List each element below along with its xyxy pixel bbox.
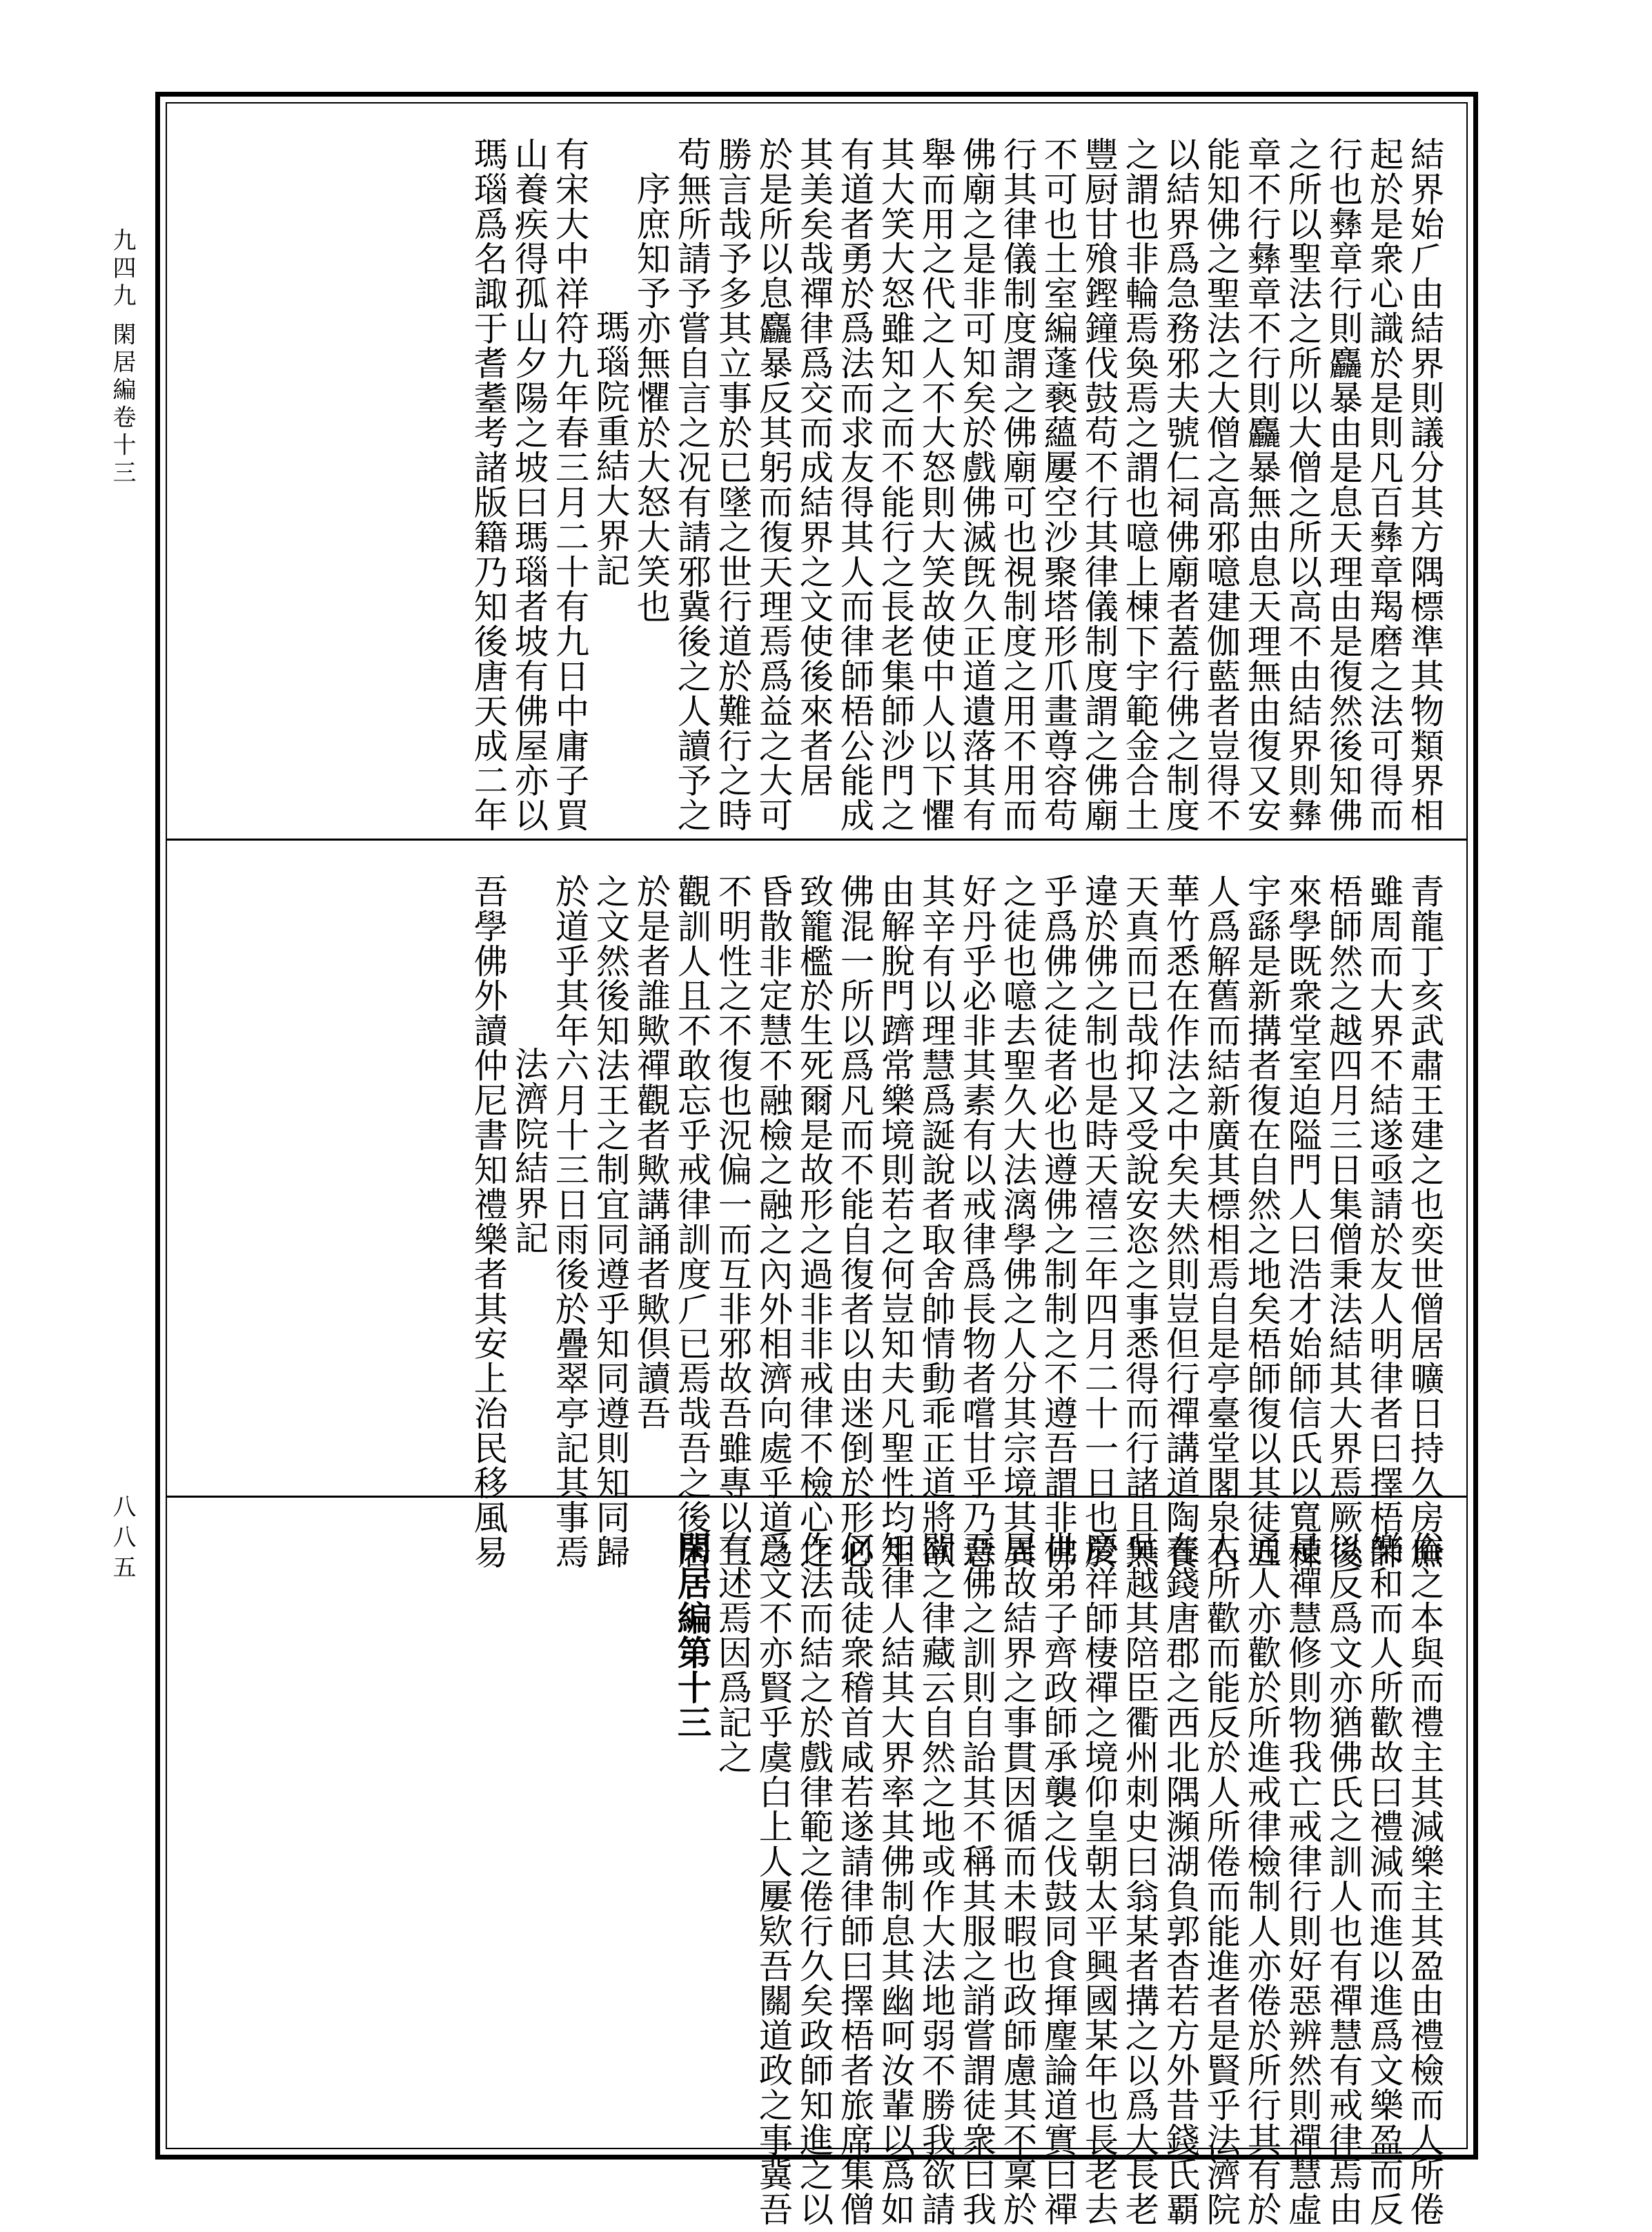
column-group-lower bbox=[672, 1531, 1445, 2226]
text-column: 作法而結之於戲律範之倦行久矣政師知進之以 bbox=[794, 1531, 834, 2226]
text-column: 不可也土室編蓬褻蘊屢空沙聚塔形爪畫尊容苟 bbox=[1039, 137, 1079, 832]
text-column: 有道者勇於爲法而求友得其人而律師梧公能成 bbox=[835, 137, 875, 832]
text-column: 慶祥師棲禪之境仰皇朝太平興國某年也長老去 bbox=[1079, 1531, 1119, 2226]
text-column: 乎爲佛之徒者必也遵佛之制制之不遵吾謂非佛 bbox=[1039, 874, 1079, 1569]
text-band-lower bbox=[167, 1496, 1466, 2226]
column-group-upper bbox=[469, 137, 1445, 832]
text-column: 通人亦歡於所進戒律檢制人亦倦於所行其有於 bbox=[1242, 1531, 1282, 2226]
text-column: 苟無所請予嘗自言之况有請邪冀後之人讀予之 bbox=[672, 137, 712, 832]
text-band-middle bbox=[167, 839, 1466, 1569]
text-column: 在錢唐郡之西北隅瀕湖負郭杳若方外昔錢氏覇 bbox=[1161, 1531, 1201, 2226]
text-column: 吳越其陪臣衢州刺史曰翁某者搆之以爲大長老 bbox=[1120, 1531, 1160, 2226]
text-column: 知律人結其大界率其佛制息其幽呵汝輩以爲如 bbox=[876, 1531, 916, 2226]
text-column: 來學既衆堂室迫隘門人曰浩才始師信氏以寬棟 bbox=[1283, 874, 1323, 1569]
text-column: 章不行彝章不行則麤暴無由息天理無由復又安 bbox=[1242, 137, 1282, 832]
text-column: 世弟子齊政師承襲之伐鼓同食揮麈論道實曰禪 bbox=[1039, 1531, 1079, 2226]
text-column: 於是所以息麤暴反其躬而復天理焉爲益之大可 bbox=[754, 137, 794, 832]
text-column: 之謂也非輪焉奐焉之謂也噫上棟下宇範金合土 bbox=[1120, 137, 1160, 832]
text-column: 山養疾得孤山夕陽之坡曰瑪瑙者坡有佛屋亦以 bbox=[509, 137, 549, 832]
text-column: 之所以聖法之所以大僧之所以高不由結界則彝 bbox=[1283, 137, 1323, 832]
text-column: 之徒也噫去聖久大法漓學佛之人分其宗境其異 bbox=[998, 874, 1038, 1569]
page-number: 八八五 bbox=[108, 1494, 136, 1585]
text-column: 佛混一所以爲凡而不能自復者以由迷倒於形必 bbox=[835, 874, 875, 1569]
text-column: 樂和而人所歡故曰禮減而進以進爲文樂盈而反 bbox=[1364, 1531, 1404, 2226]
text-column: 以反爲文亦猶佛氏之訓人也有禪慧有戒律焉由 bbox=[1324, 1531, 1364, 2226]
text-column: 昏散非定慧不融檢之融之內外相濟向處乎道之 bbox=[754, 874, 794, 1569]
text-column: 其大笑大怒雖知之而不能行之長老集師沙門之 bbox=[876, 137, 916, 832]
text-column: 不明性之不復也況偏一而互非邪故吾雖專以三 bbox=[713, 874, 753, 1569]
column-group-middle bbox=[469, 874, 1445, 1569]
text-column: 結界始⺁由結界則議分其方隅標準其物類界相 bbox=[1405, 137, 1445, 832]
text-column: 佛廟之是非可知矣於戲佛滅旣久正道遺落其有 bbox=[957, 137, 997, 832]
text-column: 何哉徒衆稽首咸若遂請律師曰擇梧者旅席集僧 bbox=[835, 1531, 875, 2226]
text-column: 由解脫門躋常樂境則若之何豈知夫凡聖性均生 bbox=[876, 874, 916, 1569]
text-column: 於是者誰歟禪觀者歟講誦者歟倶讀吾 bbox=[631, 874, 671, 1431]
text-column: 以結界爲急務邪夫號仁祠佛廟者蓋行佛之制度 bbox=[1161, 137, 1201, 832]
text-column: 閑居編第十三 bbox=[672, 1531, 712, 1740]
text-band-upper bbox=[167, 104, 1466, 839]
text-column: 居故結界之事貫因循而未暇也政師慮其不稟於 bbox=[998, 1531, 1038, 2226]
text-column: 勝言哉予多其立事於已墜之世行道於難行之時 bbox=[713, 137, 753, 832]
text-column: 是禪慧修則物我亡戒律行則好惡辨然則禪慧虛 bbox=[1283, 1531, 1323, 2226]
text-column: 豐厨甘飱鏗鐘伐鼓苟不行其律儀制度謂之佛廟 bbox=[1079, 137, 1119, 832]
text-column: 吾學佛外讀仲尼書知禮樂者其安上治民移風易 bbox=[469, 874, 509, 1569]
text-column: 起於是衆心識於是則凡百彝章羯磨之法可得而 bbox=[1364, 137, 1404, 832]
text-column: 於道乎其年六月十三日雨後於疊翠亭記其事焉 bbox=[550, 874, 590, 1569]
text-column: 爲文不亦賢乎虞白上人屢欵吾關道政之事冀吾 bbox=[754, 1531, 794, 2226]
text-column: 觀訓人且不敢忘乎戒律訓度⺁已焉哉吾之後居 bbox=[672, 874, 712, 1569]
text-column: 俗之本與而禮主其減樂主其盈由禮檢而人所倦 bbox=[1405, 1531, 1445, 2226]
text-column: 序庶知予亦無懼於大怒大笑也 bbox=[631, 171, 671, 624]
text-column: 天真而已哉抑又受說安恣之事悉得而行諸且無 bbox=[1120, 874, 1160, 1569]
running-header-volume: 九四九 閑居編卷十三 bbox=[108, 228, 136, 488]
page-frame bbox=[155, 92, 1478, 2226]
text-column: 法濟院結界記 bbox=[509, 1046, 549, 1255]
text-column: 雖周而大界不結遂亟請於友人明律者曰擇梧師 bbox=[1364, 874, 1404, 1569]
text-column: 宇繇是新搆者復在自然之地矣梧師復以其徒五 bbox=[1242, 874, 1282, 1569]
text-column: 行也彝章行則麤暴由是息天理由是復然後知佛 bbox=[1324, 137, 1364, 832]
text-column: 舉而用之代之人不大怒則大笑故使中人以下懼 bbox=[916, 137, 956, 832]
text-column: 人爲解舊而結新廣其標相焉自是亭臺堂閣泉石 bbox=[1201, 874, 1241, 1569]
text-column: 好丹乎必非其素有以戒律爲長物者嚐甘乎乃惡 bbox=[957, 874, 997, 1569]
text-column: 其美矣哉禪律爲交而成結界之文使後來者居 bbox=[794, 137, 834, 798]
text-column: 其辛有以理慧爲誕說者取舍帥情動乖正道將欲 bbox=[916, 874, 956, 1569]
text-column: 違於佛之制也是時天禧三年四月二十一日也於 bbox=[1079, 874, 1119, 1569]
text-column: 有述焉因爲記之 bbox=[713, 1531, 753, 1774]
text-column: 有宋大中祥符九年春三月二十有九日中庸子買 bbox=[550, 137, 590, 832]
text-column: 青龍丁亥武肅王建之也奕世僧居曠日持久房廡 bbox=[1405, 874, 1445, 1569]
text-column: 聞之律藏云自然之地或作大法地弱不勝我欲請 bbox=[916, 1531, 956, 2226]
text-column: 華竹悉在作法之中矣夫然則豈但行禪講道陶養 bbox=[1161, 874, 1201, 1569]
text-column: 行其律儀制度謂之佛廟可也視制度之用不用而 bbox=[998, 137, 1038, 832]
text-column: 梧師然之越四月三日集僧秉法結其大界焉厥後 bbox=[1324, 874, 1364, 1569]
text-column: 人所歡而能反於人所倦而能進者是賢乎法濟院 bbox=[1201, 1531, 1241, 2226]
text-column: 致籠檻於生死爾是故形之過非非戒律不檢心之 bbox=[794, 874, 834, 1569]
text-column: 之文然後知法王之制宜同遵乎知同遵則知同歸 bbox=[591, 874, 631, 1569]
text-column: 瑪瑙院重結大界記 bbox=[591, 309, 631, 588]
text-column: 瑪瑙爲名諏于耆耋考諸版籍乃知後唐天成二年 bbox=[469, 137, 509, 832]
text-column: 吾佛之訓則自詒其不稱其服之誚嘗謂徒衆曰我 bbox=[957, 1531, 997, 2226]
text-column: 能知佛之聖法之大僧之高邪噫建伽藍者豈得不 bbox=[1201, 137, 1241, 832]
